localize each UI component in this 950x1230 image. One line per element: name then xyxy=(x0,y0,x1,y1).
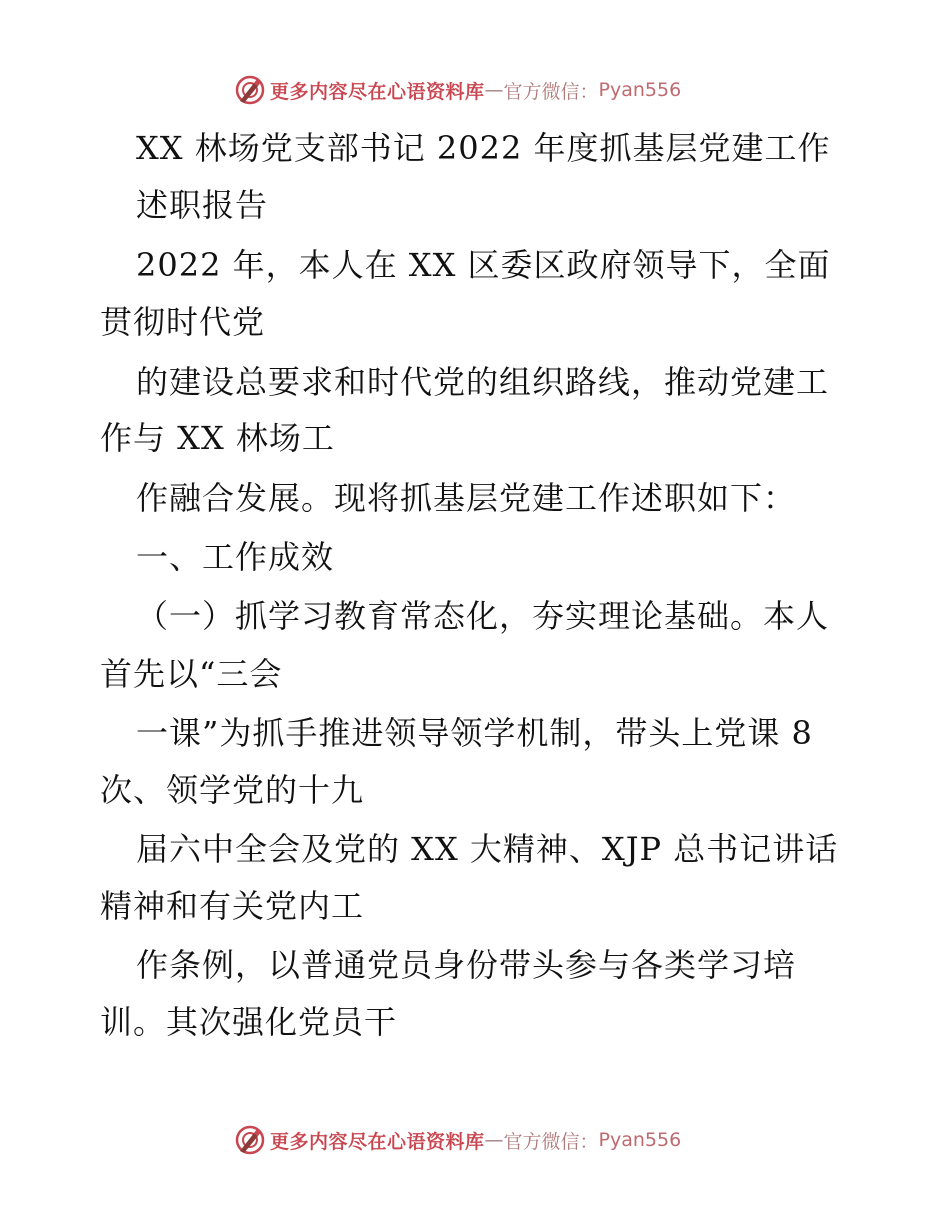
paragraph-line: 2022 年，本人在 XX 区委区政府领导下，全面 xyxy=(136,246,831,284)
watermark-brand: 更多内容尽在心语资料库 xyxy=(270,80,485,103)
paragraph-line: 作融合发展。现将抓基层党建工作述职如下： xyxy=(136,479,797,517)
paragraph-line: 首先以“三会 xyxy=(100,655,283,693)
paragraph-line: 作与 XX 林场工 xyxy=(100,419,335,457)
paragraph-line: 次、领学党的十九 xyxy=(100,771,365,809)
paragraph-line: （一）抓学习教育常态化，夯实理论基础。本人 xyxy=(136,597,830,635)
doc-title-line-2: 述职报告 xyxy=(136,186,269,224)
watermark-wechat-id: Pyan556 xyxy=(598,79,682,101)
paragraph-line: 精神和有关党内工 xyxy=(100,887,365,925)
footer-watermark xyxy=(234,1123,681,1157)
paragraph-line: 训。其次强化党员干 xyxy=(100,1003,398,1041)
watermark-dash: — xyxy=(484,79,504,101)
pen-logo-icon xyxy=(234,74,266,106)
watermark-official-label: 官方微信： xyxy=(503,80,599,103)
watermark-wechat-id: Pyan556 xyxy=(598,1129,682,1151)
section-heading: 一、工作成效 xyxy=(136,538,335,576)
watermark-dash: — xyxy=(484,1129,504,1151)
paragraph-line: 贯彻时代党 xyxy=(100,303,266,341)
header-watermark xyxy=(234,73,681,107)
paragraph-line: 一课”为抓手推进领导领学机制，带头上党课 8 xyxy=(136,714,813,752)
paragraph-line: 的建设总要求和时代党的组织路线，推动党建工 xyxy=(136,363,830,401)
paragraph-line: 作条例，以普通党员身份带头参与各类学习培 xyxy=(136,946,797,984)
doc-title-line-1: XX 林场党支部书记 2022 年度抓基层党建工作 xyxy=(136,129,831,167)
watermark-official-label: 官方微信： xyxy=(503,1130,599,1153)
paragraph-line: 届六中全会及党的 XX 大精神、XJP 总书记讲话 xyxy=(136,830,839,868)
watermark-brand: 更多内容尽在心语资料库 xyxy=(270,1130,485,1153)
pen-logo-icon xyxy=(234,1124,266,1156)
